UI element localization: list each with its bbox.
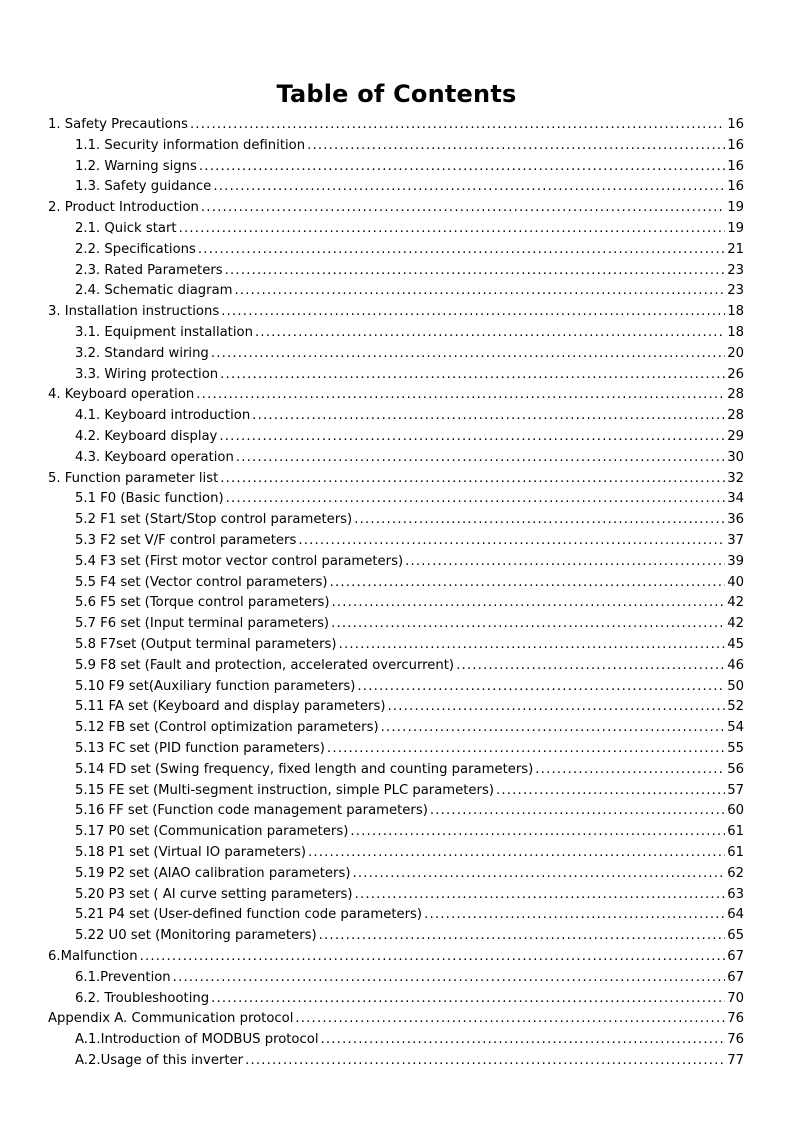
toc-dot-leader (236, 447, 725, 468)
toc-entry-page-number: 30 (727, 449, 744, 465)
toc-entry-page-number: 37 (727, 533, 744, 548)
toc-dot-leader (350, 821, 725, 842)
toc-dot-leader (430, 800, 725, 821)
toc-entry[interactable] (75, 509, 744, 530)
toc-dot-leader (405, 551, 725, 572)
toc-entry-label: 1.2. Warning signs (75, 158, 197, 174)
toc-entry-page-number: 55 (727, 741, 744, 756)
toc-entry-label: 2.4. Schematic diagram (75, 283, 233, 299)
toc-entry-label: 5.10 F9 set(Auxiliary function parameters) (75, 678, 356, 694)
toc-entry-page-number: 19 (727, 200, 744, 216)
toc-dot-leader (255, 322, 725, 343)
toc-entry-page-number: 28 (727, 408, 744, 424)
toc-dot-leader (308, 842, 725, 863)
toc-entry[interactable] (75, 717, 744, 738)
toc-entry[interactable] (48, 468, 744, 489)
toc-entry-label: 5.19 P2 set (AIAO calibration parameters) (75, 865, 351, 881)
toc-entry-label: 2.1. Quick start (75, 221, 177, 236)
toc-entry-label: 5.12 FB set (Control optimization parameters) (75, 720, 379, 736)
toc-entry-label: 5.13 FC set (PID function parameters) (75, 741, 325, 756)
toc-dot-leader (496, 780, 725, 801)
toc-entry[interactable] (75, 343, 744, 364)
toc-entry-label: 3.2. Standard wiring (75, 345, 209, 361)
toc-entry-page-number: 46 (727, 657, 744, 673)
toc-entry[interactable] (75, 1050, 744, 1071)
toc-entry[interactable] (48, 301, 744, 322)
toc-entry-label: 6.Malfunction (48, 949, 138, 964)
toc-entry[interactable] (48, 946, 744, 967)
toc-entry[interactable] (75, 322, 744, 343)
toc-entry[interactable] (75, 239, 744, 260)
toc-entry-page-number: 61 (727, 845, 744, 860)
toc-entry[interactable] (75, 1029, 744, 1050)
toc-dot-leader (198, 239, 725, 260)
toc-entry[interactable] (75, 488, 744, 509)
toc-entry[interactable] (75, 613, 744, 634)
toc-entry[interactable] (75, 530, 744, 551)
toc-dot-leader (327, 738, 725, 759)
toc-entry-page-number: 18 (727, 304, 744, 320)
toc-dot-leader (321, 1029, 726, 1050)
toc-dot-leader (235, 280, 726, 301)
toc-entry-page-number: 40 (727, 574, 744, 590)
toc-entry[interactable] (75, 426, 744, 447)
toc-dot-leader (330, 572, 726, 593)
toc-entry-page-number: 76 (727, 1011, 744, 1027)
toc-dot-leader (226, 488, 726, 509)
toc-entry[interactable] (75, 842, 744, 863)
toc-dot-leader (252, 405, 725, 426)
toc-dot-leader (355, 884, 726, 905)
toc-entry[interactable] (75, 925, 744, 946)
toc-entry-label: 5.15 FE set (Multi-segment instruction, simple PLC parameters) (75, 782, 494, 798)
toc-entry-page-number: 77 (727, 1053, 744, 1068)
toc-entry-label: A.2.Usage of this inverter (75, 1053, 244, 1068)
toc-entry-label: 5.20 P3 set ( AI curve setting parameters) (75, 886, 353, 902)
toc-entry-label: 2. Product Introduction (48, 200, 199, 216)
toc-dot-leader (352, 863, 725, 884)
toc-entry-page-number: 16 (727, 117, 744, 132)
toc-entry-page-number: 23 (727, 262, 744, 278)
toc-dot-leader (190, 114, 725, 135)
toc-dot-leader (387, 696, 725, 717)
toc-dot-leader (140, 946, 726, 967)
toc-entry-page-number: 67 (727, 949, 744, 964)
toc-entry-page-number: 67 (727, 969, 744, 985)
toc-dot-leader (213, 176, 725, 197)
toc-entry-label: 1.3. Safety guidance (75, 179, 212, 195)
toc-entry-label: 6.1.Prevention (75, 969, 171, 985)
toc-entry-page-number: 26 (727, 366, 744, 382)
toc-entry-label: 4.1. Keyboard introduction (75, 408, 251, 424)
toc-entry-label: A.1.Introduction of MODBUS protocol (75, 1032, 319, 1048)
toc-entry-page-number: 20 (727, 345, 744, 361)
toc-entry-page-number: 16 (727, 158, 744, 174)
toc-entry-page-number: 36 (727, 512, 744, 528)
toc-entry-page-number: 34 (727, 491, 744, 507)
toc-entry-label: 4.3. Keyboard operation (75, 449, 234, 465)
toc-entry-label: 1.1. Security information definition (75, 137, 306, 153)
toc-entry[interactable] (75, 676, 744, 697)
toc-entry[interactable] (75, 405, 744, 426)
toc-dot-leader (211, 988, 725, 1009)
toc-entry-page-number: 21 (727, 241, 744, 257)
toc-entry-label: 5.8 F7set (Output terminal parameters) (75, 637, 337, 652)
toc-entry[interactable] (75, 634, 744, 655)
toc-entry[interactable] (75, 759, 744, 780)
toc-entry-label: 5.16 FF set (Function code management parameters) (75, 803, 428, 819)
toc-entry[interactable] (75, 884, 744, 905)
toc-dot-leader (424, 904, 725, 925)
toc-dot-leader (211, 343, 725, 364)
toc-entry[interactable] (75, 696, 744, 717)
toc-entry[interactable] (48, 114, 744, 135)
toc-entry-label: 5.6 F5 set (Torque control parameters) (75, 595, 330, 611)
toc-dot-leader (201, 197, 725, 218)
toc-dot-leader (339, 634, 726, 655)
toc-entry[interactable] (48, 1008, 744, 1029)
toc-entry-page-number: 42 (727, 595, 744, 611)
toc-entry-label: 4.2. Keyboard display (75, 429, 218, 444)
toc-entry[interactable] (75, 447, 744, 468)
toc-entry[interactable] (75, 988, 744, 1009)
toc-entry-page-number: 70 (727, 990, 744, 1006)
toc-entry[interactable] (75, 800, 744, 821)
toc-entry-page-number: 32 (727, 470, 744, 486)
toc-entry[interactable] (48, 384, 744, 405)
toc-entry-label: 5.5 F4 set (Vector control parameters) (75, 574, 328, 590)
toc-entry[interactable] (75, 738, 744, 759)
toc-dot-leader (220, 468, 725, 489)
toc-entry-page-number: 19 (727, 221, 744, 236)
toc-entry[interactable] (48, 197, 744, 218)
toc-entry-label: 2.3. Rated Parameters (75, 262, 223, 278)
toc-entry-page-number: 56 (727, 761, 744, 777)
toc-dot-leader (357, 676, 725, 697)
toc-dot-leader (219, 426, 725, 447)
toc-dot-leader (295, 1008, 725, 1029)
toc-entry-label: 1. Safety Precautions (48, 117, 188, 132)
toc-entry-label: 5.7 F6 set (Input terminal parameters) (75, 616, 330, 632)
toc-dot-leader (225, 260, 726, 281)
toc-dot-leader (196, 384, 725, 405)
toc-dot-leader (245, 1050, 725, 1071)
toc-entry-page-number: 39 (727, 553, 744, 569)
toc-dot-leader (199, 156, 725, 177)
toc-dot-leader (319, 925, 726, 946)
toc-entry-page-number: 52 (727, 699, 744, 715)
toc-entry-label: Appendix A. Communication protocol (48, 1011, 294, 1027)
toc-entry[interactable] (75, 135, 744, 156)
toc-dot-leader (173, 967, 726, 988)
toc-entry-label: 5.9 F8 set (Fault and protection, accelerated overcurrent) (75, 657, 455, 673)
toc-dot-leader (221, 301, 725, 322)
toc-entry-label: 5. Function parameter list (48, 470, 219, 486)
toc-entry[interactable] (75, 655, 744, 676)
toc-entry[interactable] (75, 967, 744, 988)
toc-entry-label: 3.1. Equipment installation (75, 325, 253, 340)
toc-entry-label: 5.22 U0 set (Monitoring parameters) (75, 928, 317, 944)
toc-entry-label: 6.2. Troubleshooting (75, 990, 210, 1006)
toc-entry-page-number: 45 (727, 637, 744, 652)
toc-entry-label: 2.2. Specifications (75, 241, 196, 257)
toc-entry-label: 5.3 F2 set V/F control parameters (75, 533, 297, 548)
toc-entry-page-number: 61 (727, 824, 744, 840)
toc-entry-page-number: 60 (727, 803, 744, 819)
toc-entry-label: 5.18 P1 set (Virtual IO parameters) (75, 845, 306, 860)
toc-entry-page-number: 42 (727, 616, 744, 632)
toc-dot-leader (456, 655, 725, 676)
toc-entry-page-number: 29 (727, 429, 744, 444)
toc-dot-leader (307, 135, 725, 156)
toc-entry-page-number: 50 (727, 678, 744, 694)
toc-entry-label: 5.4 F3 set (First motor vector control parameters) (75, 553, 404, 569)
toc-dot-leader (298, 530, 725, 551)
toc-entry[interactable] (75, 780, 744, 801)
toc-entry[interactable] (75, 572, 744, 593)
toc-entry-page-number: 63 (727, 886, 744, 902)
toc-entry[interactable] (75, 218, 744, 239)
toc-entry-page-number: 28 (727, 387, 744, 403)
toc-entry-label: 5.11 FA set (Keyboard and display parameters) (75, 699, 386, 715)
toc-entry-label: 5.14 FD set (Swing frequency, fixed length and counting parameters) (75, 761, 534, 777)
page-title: Table of Contents (276, 80, 517, 108)
toc-entry-page-number: 62 (727, 865, 744, 881)
toc-entry-page-number: 54 (727, 720, 744, 736)
toc-entry[interactable] (75, 863, 744, 884)
toc-entry-page-number: 65 (727, 928, 744, 944)
toc-entry-label: 5.21 P4 set (User-defined function code parameters) (75, 907, 423, 923)
toc-entry-page-number: 16 (727, 137, 744, 153)
toc-dot-leader (179, 218, 726, 239)
toc-entry[interactable] (75, 551, 744, 572)
toc-entry-label: 5.2 F1 set (Start/Stop control parameters) (75, 512, 353, 528)
toc-entry[interactable] (75, 904, 744, 925)
toc-entry[interactable] (75, 592, 744, 613)
toc-dot-leader (381, 717, 726, 738)
toc-dot-leader (331, 592, 725, 613)
toc-dot-leader (535, 759, 725, 780)
toc-entry-label: 4. Keyboard operation (48, 387, 195, 403)
toc-dot-leader (354, 509, 725, 530)
toc-entry-label: 5.1 F0 (Basic function) (75, 491, 224, 507)
toc-entry[interactable] (75, 176, 744, 197)
toc-entry-label: 3. Installation instructions (48, 304, 220, 320)
toc-entry-label: 5.17 P0 set (Communication parameters) (75, 824, 349, 840)
toc-dot-leader (220, 364, 725, 385)
toc-entry-page-number: 23 (727, 283, 744, 299)
toc-entry-page-number: 18 (727, 325, 744, 340)
toc-entry[interactable] (75, 156, 744, 177)
toc-entry-page-number: 57 (727, 782, 744, 798)
toc-entry-page-number: 16 (727, 179, 744, 195)
toc-entry[interactable] (75, 364, 744, 385)
toc-entry[interactable] (75, 821, 744, 842)
toc-entry-label: 3.3. Wiring protection (75, 366, 219, 382)
toc-entry[interactable] (75, 280, 744, 301)
toc-dot-leader (331, 613, 725, 634)
toc-entry-page-number: 76 (727, 1032, 744, 1048)
toc-entry[interactable] (75, 260, 744, 281)
toc-entry-page-number: 64 (727, 907, 744, 923)
